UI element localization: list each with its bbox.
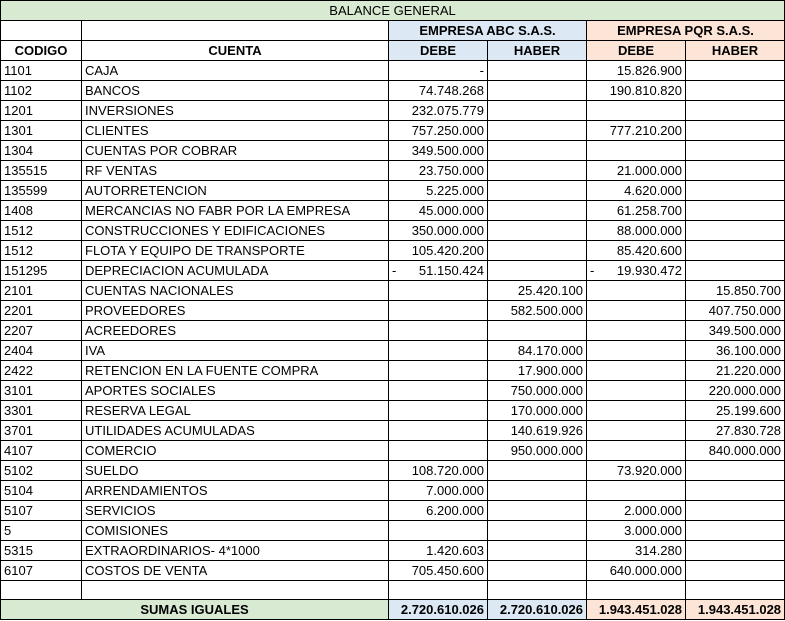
- account-row: [1, 361, 785, 381]
- pqr-haber-value[interactable]: 21.220.000: [686, 361, 785, 381]
- abc-debe-value[interactable]: 108.720.000: [389, 461, 488, 481]
- pqr-haber-value[interactable]: [686, 61, 785, 81]
- code-header[interactable]: CODIGO: [1, 41, 82, 61]
- account-row: [1, 341, 785, 361]
- company-pqr-header[interactable]: EMPRESA PQR S.A.S.: [587, 21, 785, 41]
- pqr-haber-value[interactable]: [686, 501, 785, 521]
- pqr-debe-value[interactable]: [587, 381, 686, 401]
- pqr-haber-value[interactable]: [686, 481, 785, 501]
- pqr-haber-value[interactable]: [686, 521, 785, 541]
- account-row: [1, 181, 785, 201]
- abc-debe-value[interactable]: [389, 361, 488, 381]
- abc-haber-value[interactable]: 950.000.000: [488, 441, 587, 461]
- account-code[interactable]: 2404: [1, 341, 82, 361]
- abc-haber-value[interactable]: [488, 521, 587, 541]
- abc-haber-value[interactable]: [488, 501, 587, 521]
- abc-debe-value[interactable]: [389, 301, 488, 321]
- pqr-haber-value[interactable]: 36.100.000: [686, 341, 785, 361]
- account-name[interactable]: CUENTAS POR COBRAR: [82, 141, 389, 161]
- account-code[interactable]: 2201: [1, 301, 82, 321]
- abc-debe-header[interactable]: DEBE: [389, 41, 488, 61]
- account-code[interactable]: 5315: [1, 541, 82, 561]
- abc-haber-value[interactable]: 582.500.000: [488, 301, 587, 321]
- abc-debe-value[interactable]: 7.000.000: [389, 481, 488, 501]
- abc-haber-value[interactable]: [488, 261, 587, 281]
- abc-haber-value[interactable]: [488, 81, 587, 101]
- pqr-haber-value[interactable]: [686, 541, 785, 561]
- company-abc-header[interactable]: EMPRESA ABC S.A.S.: [389, 21, 587, 41]
- negative-sign: -: [590, 263, 595, 278]
- account-name[interactable]: AUTORRETENCION: [82, 181, 389, 201]
- account-code[interactable]: 3301: [1, 401, 82, 421]
- pqr-haber-value[interactable]: 220.000.000: [686, 381, 785, 401]
- account-code[interactable]: 1201: [1, 101, 82, 121]
- account-row: [1, 481, 785, 501]
- pqr-haber-value[interactable]: [686, 141, 785, 161]
- abc-haber-value[interactable]: [488, 101, 587, 121]
- abc-haber-value[interactable]: [488, 141, 587, 161]
- pqr-debe-value[interactable]: [587, 481, 686, 501]
- abc-debe-value[interactable]: 105.420.200: [389, 241, 488, 261]
- total-pqr-debe[interactable]: 1.943.451.028: [587, 600, 686, 620]
- account-row: [1, 281, 785, 301]
- abc-debe-value[interactable]: [389, 261, 488, 281]
- account-code[interactable]: 5102: [1, 461, 82, 481]
- account-name[interactable]: MERCANCIAS NO FABR POR LA EMPRESA: [82, 201, 389, 221]
- abc-haber-value[interactable]: [488, 161, 587, 181]
- abc-debe-value[interactable]: [389, 341, 488, 361]
- account-code[interactable]: 1512: [1, 221, 82, 241]
- account-row: [1, 541, 785, 561]
- account-row: [1, 141, 785, 161]
- pqr-haber-value[interactable]: [686, 221, 785, 241]
- pqr-haber-value[interactable]: [686, 201, 785, 221]
- pqr-debe-value[interactable]: [587, 281, 686, 301]
- total-abc-haber[interactable]: 2.720.610.026: [488, 600, 587, 620]
- pqr-debe-value[interactable]: 777.210.200: [587, 121, 686, 141]
- abc-debe-value[interactable]: 705.450.600: [389, 561, 488, 581]
- account-code[interactable]: 5107: [1, 501, 82, 521]
- account-row: [1, 521, 785, 541]
- pqr-haber-value[interactable]: [686, 81, 785, 101]
- empty-cell[interactable]: [82, 581, 389, 600]
- account-code[interactable]: 135599: [1, 181, 82, 201]
- account-name[interactable]: BANCOS: [82, 81, 389, 101]
- cell-value: 51.150.424: [418, 263, 484, 278]
- pqr-debe-header[interactable]: DEBE: [587, 41, 686, 61]
- blank-row: [1, 581, 785, 600]
- pqr-haber-value[interactable]: 25.199.600: [686, 401, 785, 421]
- abc-haber-value[interactable]: [488, 461, 587, 481]
- abc-haber-value[interactable]: [488, 121, 587, 141]
- account-name[interactable]: APORTES SOCIALES: [82, 381, 389, 401]
- pqr-haber-value[interactable]: [686, 121, 785, 141]
- pqr-debe-value[interactable]: 61.258.700: [587, 201, 686, 221]
- account-code[interactable]: 1512: [1, 241, 82, 261]
- negative-sign: -: [392, 263, 397, 278]
- account-name[interactable]: ARRENDAMIENTOS: [82, 481, 389, 501]
- empty-cell[interactable]: [686, 581, 785, 600]
- account-name[interactable]: DEPRECIACION ACUMULADA: [82, 261, 389, 281]
- pqr-debe-value[interactable]: 314.280: [587, 541, 686, 561]
- account-row: [1, 261, 785, 281]
- abc-haber-value[interactable]: [488, 541, 587, 561]
- empty-cell[interactable]: [587, 581, 686, 600]
- account-name[interactable]: RF VENTAS: [82, 161, 389, 181]
- account-row: [1, 441, 785, 461]
- abc-debe-value[interactable]: 23.750.000: [389, 161, 488, 181]
- abc-debe-value[interactable]: [389, 421, 488, 441]
- account-name[interactable]: CAJA: [82, 61, 389, 81]
- pqr-debe-value[interactable]: 2.000.000: [587, 501, 686, 521]
- pqr-haber-value[interactable]: [686, 181, 785, 201]
- pqr-haber-value[interactable]: 407.750.000: [686, 301, 785, 321]
- pqr-debe-value[interactable]: [587, 361, 686, 381]
- account-name[interactable]: UTILIDADES ACUMULADAS: [82, 421, 389, 441]
- account-name[interactable]: RETENCION EN LA FUENTE COMPRA: [82, 361, 389, 381]
- account-name[interactable]: INVERSIONES: [82, 101, 389, 121]
- account-name[interactable]: COSTOS DE VENTA: [82, 561, 389, 581]
- abc-debe-value[interactable]: 5.225.000: [389, 181, 488, 201]
- cell-value: 19.930.472: [616, 263, 682, 278]
- abc-debe-value[interactable]: 757.250.000: [389, 121, 488, 141]
- pqr-haber-value[interactable]: [686, 261, 785, 281]
- pqr-debe-value[interactable]: [587, 301, 686, 321]
- abc-debe-value[interactable]: 6.200.000: [389, 501, 488, 521]
- account-row: [1, 461, 785, 481]
- account-code[interactable]: 2101: [1, 281, 82, 301]
- abc-haber-value[interactable]: [488, 221, 587, 241]
- account-row: [1, 381, 785, 401]
- abc-debe-value[interactable]: 1.420.603: [389, 541, 488, 561]
- account-name[interactable]: SUELDO: [82, 461, 389, 481]
- account-code[interactable]: 4107: [1, 441, 82, 461]
- account-name[interactable]: EXTRAORDINARIOS- 4*1000: [82, 541, 389, 561]
- pqr-debe-value[interactable]: [587, 321, 686, 341]
- pqr-debe-value[interactable]: [587, 421, 686, 441]
- abc-debe-value[interactable]: [389, 401, 488, 421]
- account-code[interactable]: 1102: [1, 81, 82, 101]
- abc-debe-value[interactable]: [389, 441, 488, 461]
- abc-haber-value[interactable]: [488, 481, 587, 501]
- pqr-debe-value[interactable]: 85.420.600: [587, 241, 686, 261]
- pqr-debe-value[interactable]: 190.810.820: [587, 81, 686, 101]
- account-name[interactable]: ACREEDORES: [82, 321, 389, 341]
- account-name[interactable]: COMISIONES: [82, 521, 389, 541]
- abc-haber-value[interactable]: 17.900.000: [488, 361, 587, 381]
- pqr-haber-value[interactable]: [686, 461, 785, 481]
- column-header-row: [1, 41, 785, 61]
- account-code[interactable]: 1408: [1, 201, 82, 221]
- account-code[interactable]: 5104: [1, 481, 82, 501]
- empty-cell[interactable]: [488, 581, 587, 600]
- account-code[interactable]: 3101: [1, 381, 82, 401]
- abc-haber-value[interactable]: [488, 201, 587, 221]
- pqr-haber-header[interactable]: HABER: [686, 41, 785, 61]
- company-row: [1, 21, 785, 41]
- account-name[interactable]: CLIENTES: [82, 121, 389, 141]
- empty-cell[interactable]: [1, 21, 82, 41]
- abc-debe-value[interactable]: -: [389, 61, 488, 81]
- abc-haber-value[interactable]: 750.000.000: [488, 381, 587, 401]
- abc-debe-value[interactable]: [389, 381, 488, 401]
- account-row: [1, 121, 785, 141]
- pqr-haber-value[interactable]: [686, 101, 785, 121]
- account-header[interactable]: CUENTA: [82, 41, 389, 61]
- empty-cell[interactable]: [82, 21, 389, 41]
- title-row: [1, 1, 785, 21]
- empty-cell[interactable]: [1, 581, 82, 600]
- pqr-debe-value[interactable]: [587, 261, 686, 281]
- pqr-debe-value[interactable]: 21.000.000: [587, 161, 686, 181]
- account-row: [1, 221, 785, 241]
- account-row: [1, 421, 785, 441]
- account-name[interactable]: FLOTA Y EQUIPO DE TRANSPORTE: [82, 241, 389, 261]
- abc-haber-value[interactable]: [488, 321, 587, 341]
- abc-debe-value[interactable]: 45.000.000: [389, 201, 488, 221]
- pqr-haber-value[interactable]: [686, 561, 785, 581]
- abc-haber-value[interactable]: 170.000.000: [488, 401, 587, 421]
- pqr-debe-value[interactable]: 640.000.000: [587, 561, 686, 581]
- abc-haber-value[interactable]: 84.170.000: [488, 341, 587, 361]
- account-name[interactable]: CONSTRUCCIONES Y EDIFICACIONES: [82, 221, 389, 241]
- account-code[interactable]: 6107: [1, 561, 82, 581]
- pqr-haber-value[interactable]: 840.000.000: [686, 441, 785, 461]
- account-code[interactable]: 135515: [1, 161, 82, 181]
- total-pqr-haber[interactable]: 1.943.451.028: [686, 600, 785, 620]
- abc-debe-value[interactable]: [389, 321, 488, 341]
- account-code[interactable]: 151295: [1, 261, 82, 281]
- account-code[interactable]: 3701: [1, 421, 82, 441]
- empty-cell[interactable]: [389, 581, 488, 600]
- account-row: [1, 501, 785, 521]
- account-row: [1, 81, 785, 101]
- abc-debe-value[interactable]: 232.075.779: [389, 101, 488, 121]
- abc-debe-value[interactable]: 350.000.000: [389, 221, 488, 241]
- pqr-debe-value[interactable]: 88.000.000: [587, 221, 686, 241]
- pqr-debe-value[interactable]: 73.920.000: [587, 461, 686, 481]
- account-row: [1, 561, 785, 581]
- pqr-debe-value[interactable]: [587, 101, 686, 121]
- abc-haber-header[interactable]: HABER: [488, 41, 587, 61]
- account-name[interactable]: IVA: [82, 341, 389, 361]
- pqr-haber-value[interactable]: [686, 161, 785, 181]
- account-code[interactable]: 2207: [1, 321, 82, 341]
- pqr-debe-value[interactable]: [587, 341, 686, 361]
- abc-haber-value[interactable]: [488, 241, 587, 261]
- sheet-title[interactable]: BALANCE GENERAL: [1, 1, 785, 21]
- totals-label[interactable]: SUMAS IGUALES: [1, 600, 389, 620]
- abc-debe-value[interactable]: [389, 281, 488, 301]
- totals-row: [1, 600, 785, 620]
- abc-debe-value[interactable]: 349.500.000: [389, 141, 488, 161]
- account-code[interactable]: 2422: [1, 361, 82, 381]
- pqr-debe-value[interactable]: [587, 141, 686, 161]
- account-code[interactable]: 1101: [1, 61, 82, 81]
- abc-haber-value[interactable]: 25.420.100: [488, 281, 587, 301]
- pqr-debe-value[interactable]: [587, 401, 686, 421]
- pqr-haber-value[interactable]: [686, 241, 785, 261]
- account-row: [1, 241, 785, 261]
- abc-haber-value[interactable]: 140.619.926: [488, 421, 587, 441]
- account-row: [1, 401, 785, 421]
- account-code[interactable]: 5: [1, 521, 82, 541]
- account-name[interactable]: RESERVA LEGAL: [82, 401, 389, 421]
- pqr-debe-value[interactable]: 15.826.900: [587, 61, 686, 81]
- account-row: [1, 161, 785, 181]
- pqr-debe-value[interactable]: 3.000.000: [587, 521, 686, 541]
- pqr-debe-value[interactable]: [587, 441, 686, 461]
- pqr-debe-value[interactable]: 4.620.000: [587, 181, 686, 201]
- abc-debe-value[interactable]: [389, 521, 488, 541]
- account-row: [1, 201, 785, 221]
- account-row: [1, 101, 785, 121]
- pqr-haber-value[interactable]: 349.500.000: [686, 321, 785, 341]
- abc-debe-value[interactable]: 74.748.268: [389, 81, 488, 101]
- abc-haber-value[interactable]: [488, 561, 587, 581]
- account-row: [1, 301, 785, 321]
- account-name[interactable]: SERVICIOS: [82, 501, 389, 521]
- pqr-haber-value[interactable]: 15.850.700: [686, 281, 785, 301]
- account-name[interactable]: COMERCIO: [82, 441, 389, 461]
- account-code[interactable]: 1301: [1, 121, 82, 141]
- account-row: [1, 321, 785, 341]
- total-abc-debe[interactable]: 2.720.610.026: [389, 600, 488, 620]
- account-row: [1, 61, 785, 81]
- account-name[interactable]: PROVEEDORES: [82, 301, 389, 321]
- abc-haber-value[interactable]: [488, 181, 587, 201]
- account-code[interactable]: 1304: [1, 141, 82, 161]
- abc-haber-value[interactable]: [488, 61, 587, 81]
- pqr-haber-value[interactable]: 27.830.728: [686, 421, 785, 441]
- account-name[interactable]: CUENTAS NACIONALES: [82, 281, 389, 301]
